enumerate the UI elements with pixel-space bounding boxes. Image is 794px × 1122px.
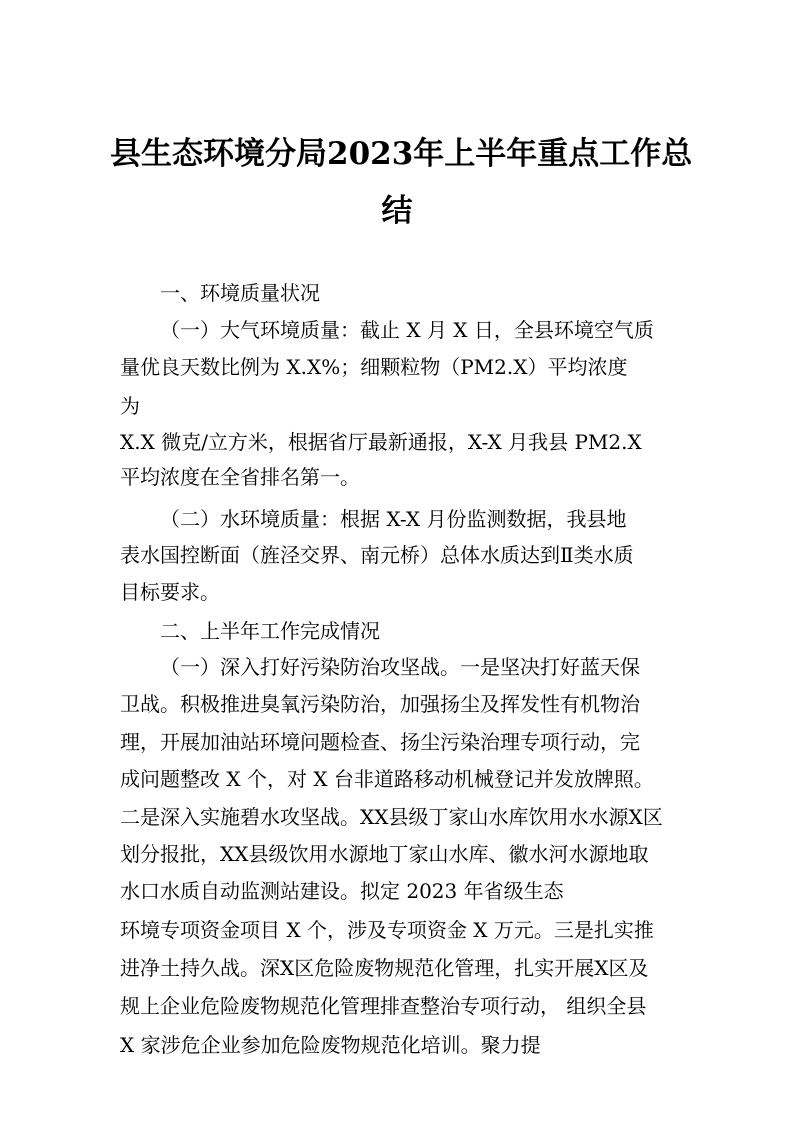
paragraph-line: X.X 微克/立方米，根据省厅最新通报，X-X 月我县 PM2.X bbox=[120, 430, 642, 454]
section-heading-environment-quality: 一、环境质量状况 bbox=[160, 281, 320, 305]
document-title-line-1: 县生态环境分局2023年上半年重点工作总 bbox=[110, 136, 693, 172]
paragraph-line: 平均浓度在全省排名第一。 bbox=[120, 465, 360, 489]
paragraph-line: 水口水质自动监测站建设。拟定 2023 年省级生态 bbox=[120, 879, 564, 903]
paragraph-line: 环境专项资金项目 X 个，涉及专项资金 X 万元。三是扎实推 bbox=[120, 918, 654, 942]
paragraph-line: （一）深入打好污染防治攻坚战。一是坚决打好蓝天保 bbox=[160, 655, 640, 679]
paragraph-line: 量优良天数比例为 X.X%；细颗粒物（PM2.X）平均浓度 bbox=[120, 355, 628, 379]
paragraph-line: 为 bbox=[120, 394, 140, 418]
paragraph-line: （一）大气环境质量：截止 X 月 X 日，全县环境空气质 bbox=[160, 318, 654, 342]
paragraph-line: 表水国控断面（旌泾交界、南元桥）总体水质达到Ⅱ类水质 bbox=[120, 543, 634, 567]
paragraph-line: 目标要求。 bbox=[120, 580, 220, 604]
paragraph-line: 规上企业危险废物规范化管理排查整治专项行动， 组织全县 bbox=[120, 994, 647, 1018]
section-heading-work-progress: 二、上半年工作完成情况 bbox=[160, 619, 380, 643]
document-title-line-2: 结 bbox=[381, 193, 413, 229]
paragraph-line: X 家涉危企业参加危险废物规范化培训。聚力提 bbox=[120, 1033, 541, 1057]
paragraph-line: （二）水环境质量：根据 X-X 月份监测数据，我县地 bbox=[160, 507, 627, 531]
paragraph-line: 理，开展加油站环境问题检查、扬尘污染治理专项行动，完 bbox=[120, 730, 640, 754]
paragraph-line: 二是深入实施碧水攻坚战。XX县级丁家山水库饮用水水源X区 bbox=[120, 805, 663, 829]
paragraph-line: 划分报批，XX县级饮用水源地丁家山水库、徽水河水源地取 bbox=[120, 842, 649, 866]
paragraph-line: 成问题整改 X 个，对 X 台非道路移动机械登记并发放牌照。 bbox=[120, 767, 654, 791]
paragraph-line: 进净土持久战。深X区危险废物规范化管理，扎实开展X区及 bbox=[120, 956, 649, 980]
paragraph-line: 卫战。积极推进臭氧污染防治，加强扬尘及挥发性有机物治 bbox=[120, 692, 640, 716]
